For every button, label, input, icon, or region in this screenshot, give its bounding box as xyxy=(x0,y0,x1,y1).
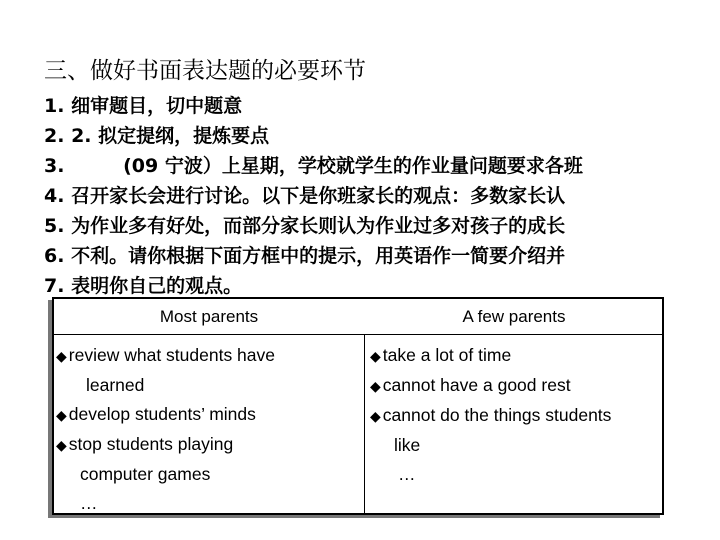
hint-table xyxy=(52,297,664,515)
diamond-bullet-icon: ◆ xyxy=(56,348,67,364)
ellipsis: … xyxy=(80,493,98,513)
table-item xyxy=(56,430,362,460)
diamond-bullet-icon: ◆ xyxy=(370,378,381,394)
list-number: 2. xyxy=(44,125,65,147)
table-item xyxy=(370,371,664,401)
header-divider xyxy=(54,334,662,335)
ellipsis: … xyxy=(398,464,416,484)
list-number: 5. xyxy=(44,215,65,237)
list-item xyxy=(44,241,565,268)
list-text: 表明你自己的观点。 xyxy=(71,275,243,297)
list-text: (09 宁波）上星期，学校就学生的作业量问题要求各班 xyxy=(123,155,583,177)
list-text: 2. 拟定提纲，提炼要点 xyxy=(71,125,270,147)
section-heading: 三、做好书面表达题的必要环节 xyxy=(44,58,366,84)
right-column xyxy=(370,341,664,489)
list-text: 不利。请你根据下面方框中的提示，用英语作一简要介绍并 xyxy=(71,245,566,267)
list-number: 1. xyxy=(44,95,65,117)
item-text: cannot do the things students xyxy=(382,405,612,425)
diamond-bullet-icon: ◆ xyxy=(370,408,381,424)
list-number: 4. xyxy=(44,185,65,207)
item-continuation: learned xyxy=(86,375,145,395)
column-header-few-parents: A few parents xyxy=(462,307,566,326)
list-text: 为作业多有好处，而部分家长则认为作业过多对孩子的成长 xyxy=(71,215,566,237)
table-item xyxy=(56,341,362,371)
diamond-bullet-icon: ◆ xyxy=(370,348,381,364)
item-text: cannot have a good rest xyxy=(382,375,571,395)
item-text: review what students have xyxy=(68,345,276,365)
list-item xyxy=(44,271,242,298)
item-continuation: computer games xyxy=(80,464,211,484)
diamond-bullet-icon: ◆ xyxy=(56,407,67,423)
list-item xyxy=(44,181,565,208)
diamond-bullet-icon: ◆ xyxy=(56,437,67,453)
list-number: 6. xyxy=(44,245,65,267)
item-text: stop students playing xyxy=(68,434,234,454)
list-item xyxy=(44,121,269,148)
item-continuation: like xyxy=(394,435,421,455)
table-item xyxy=(56,400,362,430)
item-text: develop students’ minds xyxy=(68,404,256,424)
table-item xyxy=(370,341,664,371)
list-item xyxy=(44,151,583,178)
left-column xyxy=(56,341,362,518)
item-text: take a lot of time xyxy=(382,345,512,365)
list-text: 细审题目，切中题意 xyxy=(71,95,243,117)
list-item xyxy=(44,211,565,238)
list-text: 召开家长会进行讨论。以下是你班家长的观点：多数家长认 xyxy=(71,185,566,207)
list-number: 3. xyxy=(44,155,65,177)
list-item xyxy=(44,91,242,118)
column-divider xyxy=(364,334,365,513)
table-item xyxy=(370,401,664,431)
list-number: 7. xyxy=(44,275,65,297)
column-header-most-parents: Most parents xyxy=(159,307,259,326)
